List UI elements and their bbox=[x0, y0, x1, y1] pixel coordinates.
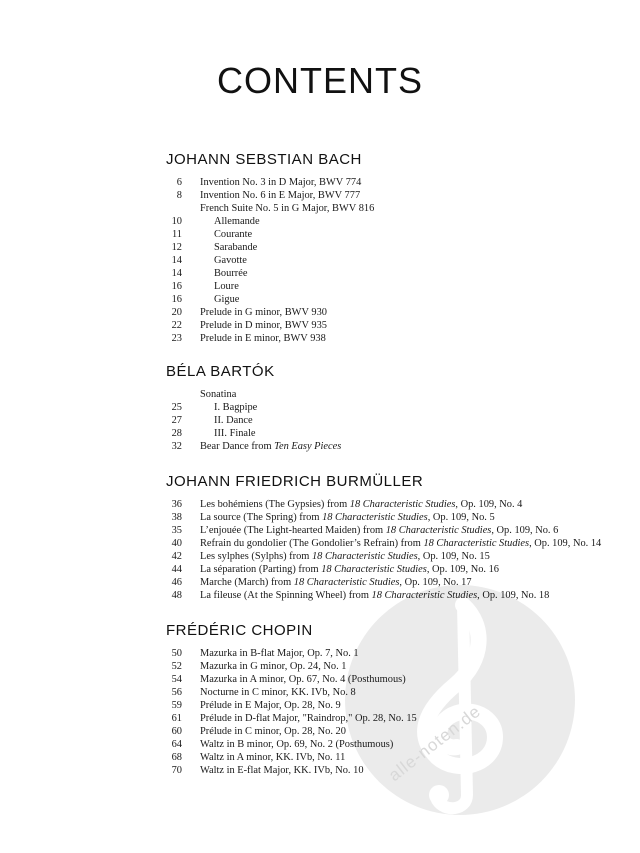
page-number: 14 bbox=[171, 268, 182, 279]
page-number: 11 bbox=[171, 229, 182, 240]
toc-entry[interactable] bbox=[166, 550, 626, 563]
composer-heading: JOHANN SEBSTIAN BACH bbox=[166, 151, 362, 168]
watermark-text: alle-noten.de bbox=[385, 701, 485, 785]
entry-title: Mazurka in A minor, Op. 67, No. 4 (Posthumous) bbox=[200, 674, 406, 685]
entry-title: Invention No. 3 in D Major, BWV 774 bbox=[200, 177, 362, 188]
entry-title: La source (The Spring) from 18 Characteristic Studies, Op. 109, No. 5 bbox=[200, 512, 495, 523]
entry-title: Waltz in E-flat Major, KK. IVb, No. 10 bbox=[200, 765, 364, 776]
composer-heading: JOHANN FRIEDRICH BURMÜLLER bbox=[166, 473, 424, 490]
toc-entry[interactable] bbox=[166, 738, 626, 751]
entry-title: Prélude in D-flat Major, "Raindrop," Op. 28, No. 15 bbox=[200, 713, 417, 724]
entry-title: Prelude in E minor, BWV 938 bbox=[200, 333, 326, 344]
toc-entry[interactable] bbox=[166, 241, 626, 254]
page-number: 38 bbox=[171, 512, 182, 523]
toc-entry[interactable] bbox=[166, 189, 626, 202]
entry-title: Mazurka in G minor, Op. 24, No. 1 bbox=[200, 661, 347, 672]
page-number: 50 bbox=[171, 648, 182, 659]
toc-entry[interactable] bbox=[166, 306, 626, 319]
entry-title: Prélude in E Major, Op. 28, No. 9 bbox=[200, 700, 341, 711]
page-number: 28 bbox=[171, 428, 182, 439]
toc-entry[interactable] bbox=[166, 589, 626, 602]
section-bach bbox=[166, 150, 626, 345]
toc-entry[interactable] bbox=[166, 280, 626, 293]
entry-title: Waltz in A minor, KK. IVb, No. 11 bbox=[200, 752, 346, 763]
toc-entry[interactable] bbox=[166, 401, 626, 414]
entry-title: Prelude in G minor, BWV 930 bbox=[200, 307, 327, 318]
collection-title: 18 Characteristic Studies bbox=[349, 499, 456, 510]
toc-entry[interactable] bbox=[166, 215, 626, 228]
entry-title: Refrain du gondolier (The Gondolier’s Refrain) from 18 Characteristic Studies, Op. 109, No. 14 bbox=[200, 538, 602, 549]
page-number: 10 bbox=[171, 216, 182, 227]
page-number: 54 bbox=[171, 674, 182, 685]
toc-entry[interactable] bbox=[166, 537, 626, 550]
toc-entry[interactable] bbox=[166, 427, 626, 440]
entry-title: Bourrée bbox=[214, 268, 248, 279]
page-number: 42 bbox=[171, 551, 182, 562]
toc-entry[interactable] bbox=[166, 576, 626, 589]
page-number: 25 bbox=[171, 402, 182, 413]
page-number: 8 bbox=[176, 190, 182, 201]
entry-title: La fileuse (At the Spinning Wheel) from 18 Characteristic Studies, Op. 109, No. 18 bbox=[200, 590, 550, 601]
page-number: 48 bbox=[171, 590, 182, 601]
page-number: 52 bbox=[171, 661, 182, 672]
page-number: 16 bbox=[171, 294, 182, 305]
toc-entry[interactable] bbox=[166, 524, 626, 537]
collection-title: Ten Easy Pieces bbox=[274, 441, 342, 452]
toc-entry[interactable] bbox=[166, 176, 626, 189]
entry-title: La séparation (Parting) from 18 Characteristic Studies, Op. 109, No. 16 bbox=[200, 564, 499, 575]
collection-title: 18 Characteristic Studies bbox=[385, 525, 492, 536]
toc-entry[interactable] bbox=[166, 293, 626, 306]
entry-title: Gavotte bbox=[214, 255, 247, 266]
collection-title: 18 Characteristic Studies bbox=[311, 551, 418, 562]
toc-entry[interactable] bbox=[166, 699, 626, 712]
page-number: 70 bbox=[171, 765, 182, 776]
page-number: 46 bbox=[171, 577, 182, 588]
page-number: 23 bbox=[171, 333, 182, 344]
page-number: 64 bbox=[171, 739, 182, 750]
toc-entry[interactable] bbox=[166, 764, 626, 777]
composer-heading: BÉLA BARTÓK bbox=[166, 363, 275, 380]
entry-title: II. Dance bbox=[214, 415, 253, 426]
toc-entry[interactable] bbox=[166, 498, 626, 511]
toc-entry[interactable] bbox=[166, 511, 626, 524]
page-number: 40 bbox=[171, 538, 182, 549]
collection-title: 18 Characteristic Studies bbox=[293, 577, 400, 588]
page-number: 22 bbox=[171, 320, 182, 331]
toc-entry[interactable] bbox=[166, 228, 626, 241]
page-title: CONTENTS bbox=[217, 60, 423, 101]
toc-entry[interactable] bbox=[166, 319, 626, 332]
toc-entry[interactable] bbox=[166, 440, 626, 453]
page-number: 61 bbox=[171, 713, 182, 724]
page-number: 6 bbox=[176, 177, 182, 188]
entry-title: Waltz in B minor, Op. 69, No. 2 (Posthumous) bbox=[200, 739, 394, 750]
entry-title: Marche (March) from 18 Characteristic Studies, Op. 109, No. 17 bbox=[200, 577, 472, 588]
toc-entry[interactable] bbox=[166, 414, 626, 427]
entry-title: Allemande bbox=[214, 216, 260, 227]
page-number: 35 bbox=[171, 525, 182, 536]
toc-entry[interactable] bbox=[166, 725, 626, 738]
page-number: 16 bbox=[171, 281, 182, 292]
entry-title: Les sylphes (Sylphs) from 18 Characteristic Studies, Op. 109, No. 15 bbox=[200, 551, 490, 562]
entry-title: Loure bbox=[214, 281, 239, 292]
entry-title: L’enjouée (The Light-hearted Maiden) from 18 Characteristic Studies, Op. 109, No. 6 bbox=[200, 525, 559, 536]
toc-entry[interactable] bbox=[166, 202, 626, 215]
toc-entry[interactable] bbox=[166, 712, 626, 725]
entry-title: Invention No. 6 in E Major, BWV 777 bbox=[200, 190, 361, 201]
page-number: 32 bbox=[171, 441, 182, 452]
entry-title: Prélude in C minor, Op. 28, No. 20 bbox=[200, 726, 346, 737]
page-number: 20 bbox=[171, 307, 182, 318]
page-number: 59 bbox=[171, 700, 182, 711]
toc-entry[interactable] bbox=[166, 563, 626, 576]
toc-entry[interactable] bbox=[166, 673, 626, 686]
collection-title: 18 Characteristic Studies bbox=[321, 564, 427, 575]
page-number: 60 bbox=[171, 726, 182, 737]
entry-title: Les bohémiens (The Gypsies) from 18 Characteristic Studies, Op. 109, No. 4 bbox=[200, 499, 523, 510]
collection-title: 18 Characteristic Studies bbox=[423, 538, 530, 549]
entry-title: Gigue bbox=[214, 294, 240, 305]
section-burgmuller bbox=[166, 472, 626, 602]
page-number: 27 bbox=[171, 415, 182, 426]
toc-entry[interactable] bbox=[166, 686, 626, 699]
entry-title: Sarabande bbox=[214, 242, 258, 253]
toc-entry[interactable] bbox=[166, 332, 626, 345]
entry-title: III. Finale bbox=[214, 428, 256, 439]
section-chopin bbox=[166, 621, 626, 777]
page-number: 36 bbox=[171, 499, 182, 510]
toc-entry[interactable] bbox=[166, 267, 626, 280]
toc-entry[interactable] bbox=[166, 751, 626, 764]
toc-entry[interactable] bbox=[166, 388, 626, 401]
composer-heading: FRÉDÉRIC CHOPIN bbox=[166, 622, 313, 639]
entry-title: Nocturne in C minor, KK. IVb, No. 8 bbox=[200, 687, 356, 698]
entry-title: Sonatina bbox=[200, 389, 237, 400]
entry-title: Mazurka in B-flat Major, Op. 7, No. 1 bbox=[200, 648, 359, 659]
section-bartok bbox=[166, 362, 626, 453]
page-number: 14 bbox=[171, 255, 182, 266]
toc-entry[interactable] bbox=[166, 254, 626, 267]
page-number: 56 bbox=[171, 687, 182, 698]
entry-title: Bear Dance from Ten Easy Pieces bbox=[200, 441, 342, 452]
entry-title: French Suite No. 5 in G Major, BWV 816 bbox=[200, 203, 375, 214]
page-number: 12 bbox=[171, 242, 182, 253]
entry-title: Courante bbox=[214, 229, 253, 240]
page-number: 68 bbox=[171, 752, 182, 763]
entry-title: I. Bagpipe bbox=[214, 402, 258, 413]
collection-title: 18 Characteristic Studies bbox=[322, 512, 428, 523]
entry-title: Prelude in D minor, BWV 935 bbox=[200, 320, 327, 331]
toc-entry[interactable] bbox=[166, 647, 626, 660]
toc-entry[interactable] bbox=[166, 660, 626, 673]
page-number: 44 bbox=[171, 564, 182, 575]
collection-title: 18 Characteristic Studies bbox=[371, 590, 478, 601]
